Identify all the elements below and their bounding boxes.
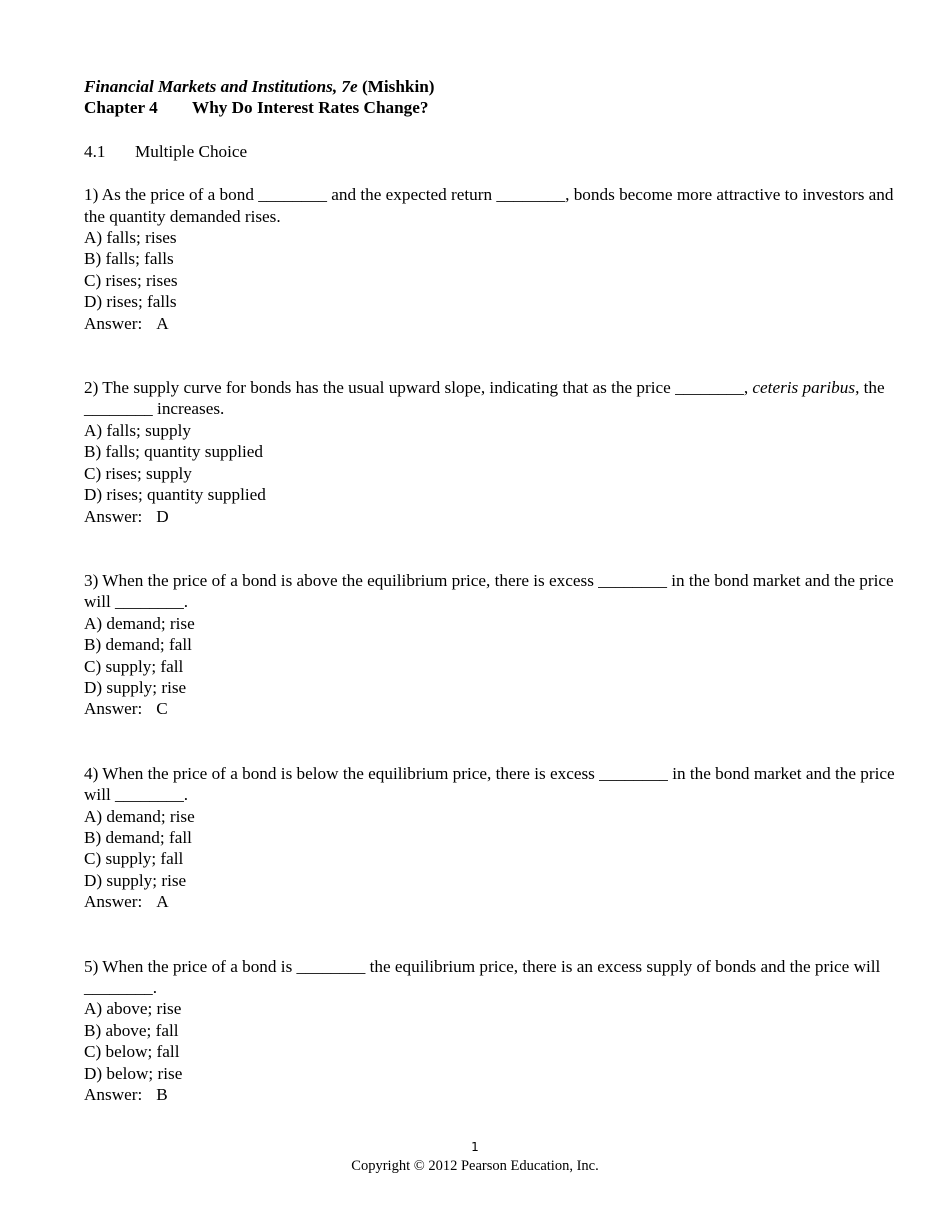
option-a: A) demand; rise <box>84 613 195 633</box>
option-c: C) supply; fall <box>84 656 184 676</box>
answer-line <box>84 506 904 527</box>
option-c: C) supply; fall <box>84 849 184 869</box>
answer-value: D <box>156 506 169 526</box>
question-5 <box>84 956 904 1106</box>
question-1 <box>84 184 904 334</box>
stem-text: 5) When the price of a bond is ________ the equilibrium price, there is an excess supply of bonds and the price will ________. <box>84 956 881 997</box>
option-a: A) above; rise <box>84 999 182 1019</box>
option-a: A) falls; supply <box>84 420 191 440</box>
chapter-title: Why Do Interest Rates Change? <box>192 98 429 118</box>
option-d: D) below; rise <box>84 1063 183 1083</box>
copyright-notice: Copyright © 2012 Pearson Education, Inc. <box>351 1158 599 1174</box>
option-d: D) supply; rise <box>84 677 187 697</box>
answer-line <box>84 1084 904 1105</box>
chapter-header <box>84 97 904 118</box>
answer-label: Answer: <box>84 1085 143 1105</box>
option-b: B) above; fall <box>84 1020 179 1040</box>
stem-text: 2) The supply curve for bonds has the usual upward slope, indicating that as the price ________, <box>84 378 753 398</box>
question-stem <box>84 377 904 420</box>
stem-text: 1) As the price of a bond ________ and the expected return ________, bonds become more attractive to investors and the quantity demanded rises. <box>84 185 894 226</box>
answer-value: B <box>156 1085 168 1105</box>
option-b: B) falls; falls <box>84 249 174 269</box>
answer-value: C <box>156 699 168 719</box>
option-c: C) rises; rises <box>84 270 178 290</box>
question-stem <box>84 570 904 613</box>
option-b: B) falls; quantity supplied <box>84 442 264 462</box>
answer-label: Answer: <box>84 699 143 719</box>
answer-label: Answer: <box>84 892 143 912</box>
question-stem <box>84 184 904 227</box>
option-c: C) below; fall <box>84 1042 180 1062</box>
stem-text: 3) When the price of a bond is above the equilibrium price, there is excess ________ in the bond market and the price will ________. <box>84 570 894 612</box>
book-title: Financial Markets and Institutions, 7e <box>84 77 358 96</box>
stem-text-end: , the ________ increases. <box>84 378 885 419</box>
chapter-label: Chapter 4 <box>84 98 158 118</box>
page-number: 1 <box>471 1140 479 1154</box>
option-c: C) rises; supply <box>84 463 192 483</box>
stem-italic-text: ceteris paribus <box>752 378 856 398</box>
option-d: D) rises; falls <box>84 292 177 312</box>
section-number: 4.1 <box>84 141 106 161</box>
answer-line <box>84 313 904 334</box>
question-stem <box>84 763 904 806</box>
question-4 <box>84 763 904 913</box>
answer-line <box>84 698 904 719</box>
section-title: Multiple Choice <box>135 141 248 161</box>
question-2 <box>84 377 904 527</box>
option-b: B) demand; fall <box>84 827 192 847</box>
answer-value: A <box>156 892 169 912</box>
option-d: D) rises; quantity supplied <box>84 485 266 505</box>
answer-value: A <box>156 313 169 333</box>
section-heading <box>84 141 904 162</box>
question-stem <box>84 956 904 999</box>
book-header <box>84 76 904 97</box>
option-a: A) demand; rise <box>84 806 195 826</box>
answer-label: Answer: <box>84 506 143 526</box>
option-a: A) falls; rises <box>84 228 177 248</box>
document-page <box>84 76 904 1105</box>
stem-text: 4) When the price of a bond is below the equilibrium price, there is excess ________ in the bond market and the price will ________. <box>84 763 895 805</box>
option-b: B) demand; fall <box>84 635 192 655</box>
option-d: D) supply; rise <box>84 870 187 890</box>
answer-line <box>84 891 904 912</box>
answer-label: Answer: <box>84 313 143 333</box>
book-author: (Mishkin) <box>361 77 435 96</box>
question-3 <box>84 570 904 720</box>
